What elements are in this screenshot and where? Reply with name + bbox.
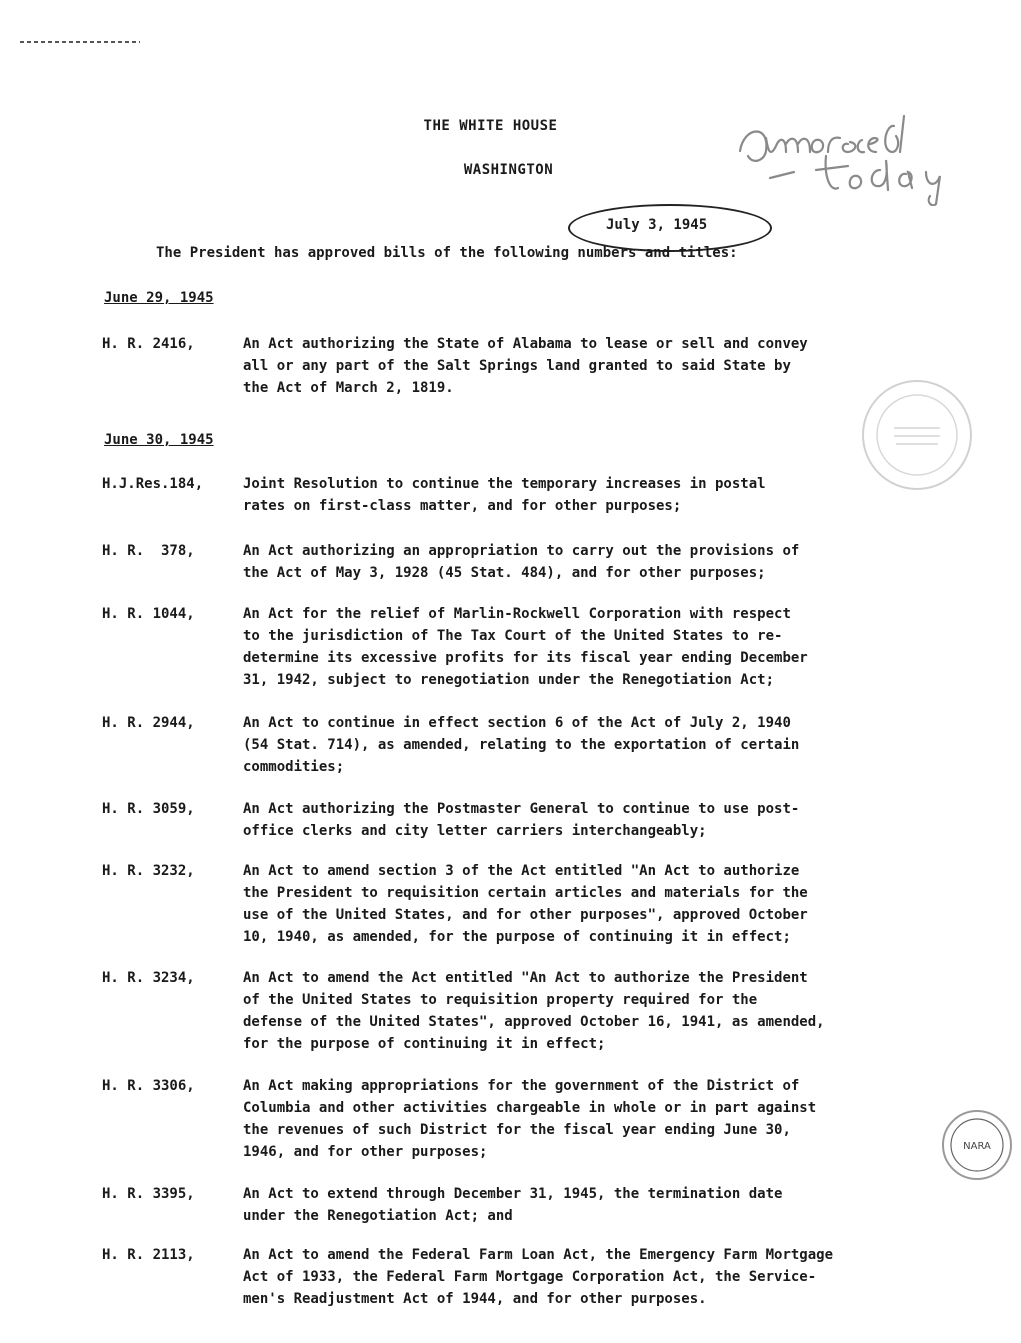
bill-title: An Act authorizing the Postmaster General to continue to use post- office clerks and city letter carriers interchangeably; (243, 801, 800, 839)
handwritten-note (730, 96, 970, 206)
section-date-june-30: June 30, 1945 (104, 432, 214, 448)
bill-number: H.J.Res.184, (102, 476, 204, 492)
intro-sentence: The President has approved bills of the following numbers and titles: (156, 245, 738, 261)
library-stamp (942, 1110, 1012, 1180)
bill-number: H. R. 378, (102, 543, 195, 559)
section-date-june-29: June 29, 1945 (104, 290, 214, 306)
bill-title: An Act to continue in effect section 6 of the Act of July 2, 1940 (54 Stat. 714), as amended, relating to the exportation of certain commodities; (243, 715, 800, 775)
bill-number: H. R. 3232, (102, 863, 195, 879)
letterhead-line2: WASHINGTON (463, 162, 554, 178)
bill-title: An Act to extend through December 31, 1945, the termination date under the Renegotiation Act; and (243, 1186, 783, 1224)
stamp-graphic (944, 1112, 1010, 1178)
bill-title: An Act making appropriations for the government of the District of Columbia and other activities chargeable in whole or in part against the revenues of such District for the fiscal year ending June 30, 1946, and for other purposes; (243, 1078, 817, 1160)
bill-title: An Act authorizing the State of Alabama to lease or sell and convey all or any part of the Salt Springs land granted to said State by the Act of March 2, 1819. (243, 336, 808, 396)
bill-number: H. R. 1044, (102, 606, 195, 622)
svg-text:NARA: NARA (963, 1141, 991, 1152)
stamp-graphic (864, 382, 970, 488)
bill-title: An Act to amend the Federal Farm Loan Act, the Emergency Farm Mortgage Act of 1933, the Federal Farm Mortgage Corporation Act, the Service- men's Readjustment Act of 1944, and for other purposes. (243, 1247, 834, 1307)
bill-number: H. R. 2113, (102, 1247, 195, 1263)
bill-number: H. R. 3234, (102, 970, 195, 986)
library-stamp-faded (862, 380, 972, 490)
document-date: July 3, 1945 (606, 217, 708, 233)
bill-number: H. R. 3395, (102, 1186, 195, 1202)
bill-title: Joint Resolution to continue the temporary increases in postal rates on first-class matter, and for other purposes; (243, 476, 766, 514)
bill-title: An Act to amend the Act entitled "An Act to authorize the President of the United States to requisition property required for the defense of the United States", approved October 16, 1941, as amended, for the purpose of continuing it in effect; (243, 970, 825, 1052)
bill-number: H. R. 3306, (102, 1078, 195, 1094)
bill-title: An Act to amend section 3 of the Act entitled "An Act to authorize the President to requisition certain articles and materials for the use of the United States, and for other purposes", approved October 10, 1940, as amended, for the purpose of continuing it in effect; (243, 863, 808, 945)
bill-number: H. R. 2944, (102, 715, 195, 731)
bill-title: An Act for the relief of Marlin-Rockwell Corporation with respect to the jurisdiction of The Tax Court of the United States to re- determine its excessive profits for its fiscal year ending December 31, 1942, subject to renegotiation under the Renegotiation Act; (243, 606, 808, 688)
bill-number: H. R. 2416, (102, 336, 195, 352)
letterhead-line1: THE WHITE HOUSE (423, 118, 558, 134)
margin-mark (20, 40, 140, 44)
bill-title: An Act authorizing an appropriation to carry out the provisions of the Act of May 3, 1928 (45 Stat. 484), and for other purposes; (243, 543, 800, 581)
bill-number: H. R. 3059, (102, 801, 195, 817)
